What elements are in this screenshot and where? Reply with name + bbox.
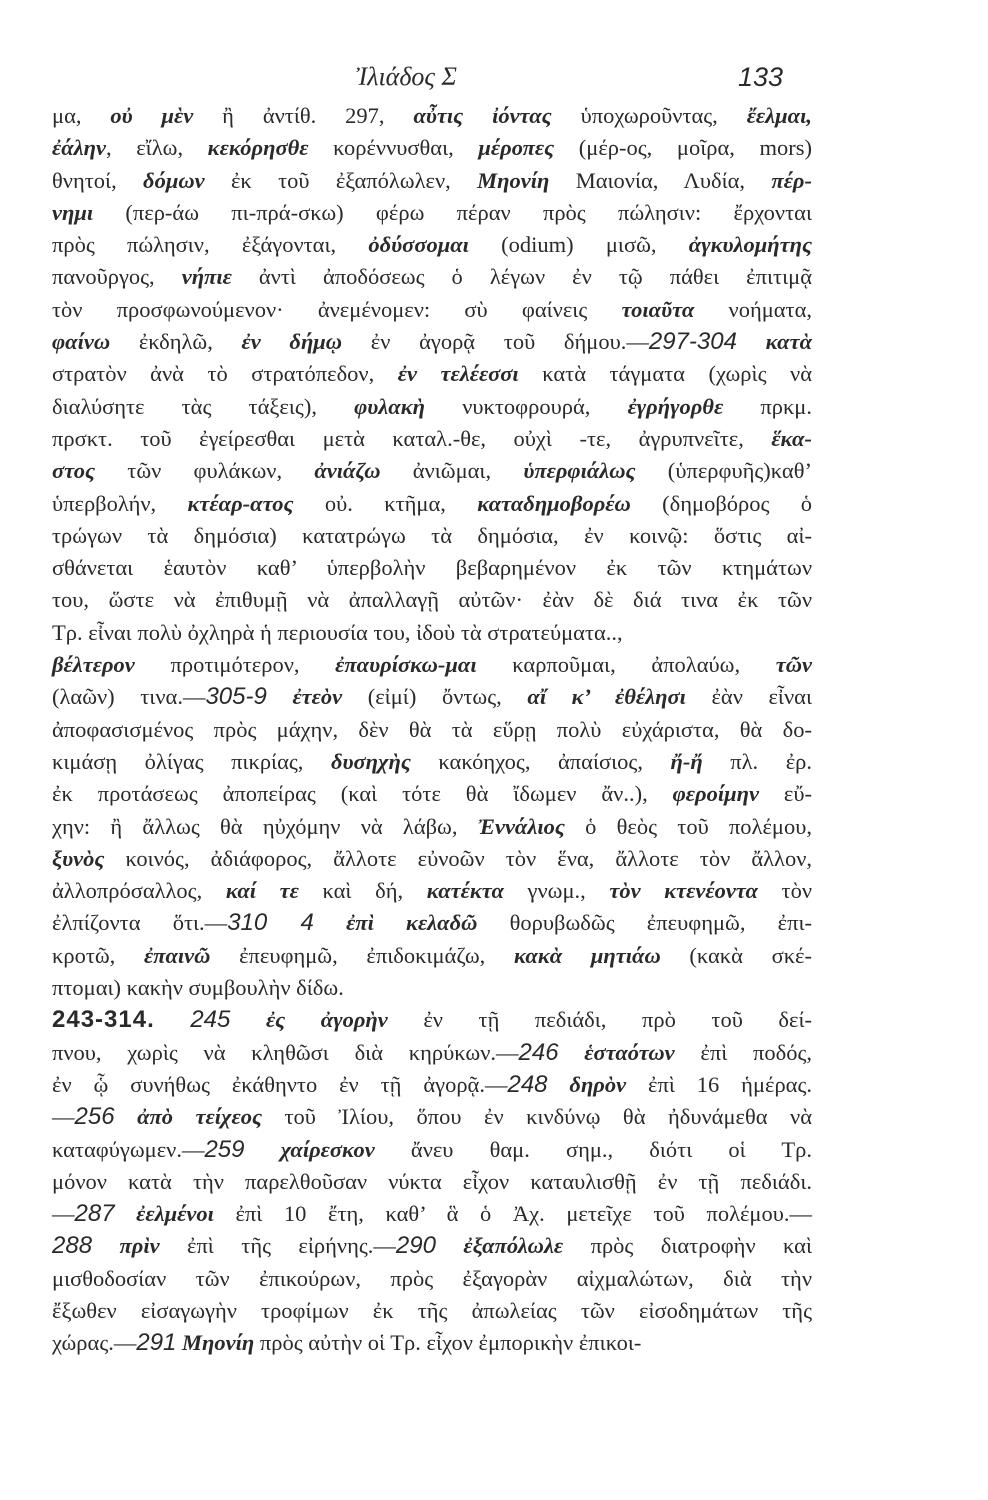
text-run: θνητοί, xyxy=(52,167,144,193)
text-line xyxy=(52,778,812,810)
text-run: πλ. ἐρ. xyxy=(702,748,812,774)
lemma: κτέαρ-ατος xyxy=(187,490,294,516)
line-reference: 291 xyxy=(136,1329,177,1357)
lemma: στος xyxy=(52,458,96,484)
text-run: ἐπὶ ποδός, xyxy=(674,1039,812,1065)
text-run: ) ὄντως, xyxy=(408,684,528,710)
text-run: — xyxy=(52,1104,75,1130)
text-line xyxy=(52,229,812,261)
text-line xyxy=(52,294,812,326)
italic-run: δημοβόρος xyxy=(669,490,770,516)
text-run xyxy=(737,329,766,354)
text-run: ( xyxy=(342,684,376,710)
text-run: τὸν xyxy=(757,878,813,904)
text-run: ἐν ᾧ συνήθως ἐκάθηντο ἐν τῇ ἀγορᾷ.— xyxy=(52,1071,508,1097)
text-run: ἀλλοπρόσαλλος, xyxy=(52,878,226,904)
lemma: Μηονίη xyxy=(182,1330,255,1356)
italic-run: ἐγείρεσθαι xyxy=(199,425,296,451)
text-run: ἐν ἀγορᾷ τοῦ δήμου.— xyxy=(342,329,649,355)
line-reference: 297-304 xyxy=(648,328,737,356)
text-run: ὁ xyxy=(769,490,813,516)
text-run: θορυβωδῶς ἐπευφημῶ, ἐπι- xyxy=(477,910,813,936)
text-run: ἐλπίζοντα ὅτι.— xyxy=(52,910,228,936)
lemma: φυλακὴ xyxy=(354,393,426,419)
lemma: πρὶν xyxy=(119,1233,160,1259)
lemma: ἐγρήγορθε xyxy=(627,393,724,419)
line-reference: 310 4 xyxy=(227,909,314,937)
italic-run: σὺ φαίνεις xyxy=(464,296,588,322)
text-run: ἀντὶ ἀποδόσεως ὁ λέγων ἐν τῷ πάθει ἐπιτιμᾷ xyxy=(231,264,812,290)
text-run xyxy=(694,297,728,322)
italic-run: τε xyxy=(586,425,606,451)
line-reference: 246 xyxy=(518,1038,559,1066)
lemma: ἐπαινῶ xyxy=(143,942,211,968)
lemma: ἐπὶ κελαδῶ xyxy=(346,910,478,936)
text-line xyxy=(52,907,812,939)
lemma: ἤ-ἤ xyxy=(670,748,703,774)
text-run: στρατὸν ἀνὰ τὸ στρατόπεδον, xyxy=(52,361,398,387)
lemma: νήπιε xyxy=(181,264,232,290)
text-run xyxy=(314,910,346,935)
text-line xyxy=(52,1101,812,1133)
text-run: κιμάσῃ ὀλίγας πικρίας, xyxy=(52,748,331,774)
lemma: ἀπὸ τείχεος xyxy=(137,1104,262,1130)
text-line xyxy=(52,1134,812,1166)
line-reference: 290 xyxy=(395,1232,436,1260)
lemma: τοιαῦτα xyxy=(621,296,695,322)
text-line xyxy=(52,326,812,358)
text-run: Μαιονία, Λυδία, xyxy=(549,167,772,193)
lemma: φεροίμην xyxy=(672,781,759,807)
text-run xyxy=(548,1072,570,1097)
text-run: ἐπὶ 10 ἔτη, καθ’ ἃ ὁ Ἀχ. μετεῖχε τοῦ πολέμου.— xyxy=(213,1201,813,1227)
text-run: ἀποφασισμένος πρὸς μάχην, δὲν θὰ τὰ εὕρῃ πολὺ εὐχάριστα, θὰ δο- xyxy=(52,716,812,742)
lemma: ἐάλην xyxy=(52,135,106,161)
text-line xyxy=(52,520,812,552)
text-line xyxy=(52,132,812,164)
text-line xyxy=(52,1295,812,1327)
text-run: πρσκτ. τοῦ xyxy=(52,425,200,451)
text-line xyxy=(52,455,812,487)
page-number: 133 xyxy=(738,62,784,92)
text-run xyxy=(587,297,621,322)
text-line xyxy=(52,584,812,616)
text-run: (κακὰ σκέ- xyxy=(660,942,812,968)
line-reference: 256 xyxy=(74,1103,115,1131)
text-run: ( xyxy=(630,490,670,516)
text-run: τρώγων τὰ δημόσια) κατατρώγω τὰ δημόσια, ἐν κοινῷ: ὅστις αἰ- xyxy=(52,522,812,548)
text-line xyxy=(52,1004,812,1036)
lemma: κεκόρησθε xyxy=(207,135,309,161)
line-reference: 248 xyxy=(507,1070,548,1098)
text-run xyxy=(155,1007,191,1032)
text-run: καταφύγωμεν.— xyxy=(52,1136,205,1162)
text-run: ἐπευφημῶ, ἐπιδοκιμάζω, xyxy=(210,942,514,968)
text-line xyxy=(52,358,812,390)
lemma: πέρ- xyxy=(771,167,813,193)
text-run: ὑποχωροῦντας, xyxy=(551,103,747,128)
text-line xyxy=(52,1069,812,1101)
line-reference: 245 xyxy=(190,1006,231,1034)
text-run: ὁ θεὸς τοῦ πολέμου, xyxy=(564,813,812,839)
lemma: τὸν κτενέοντα xyxy=(609,878,758,904)
italic-run: νοήματα, xyxy=(728,296,813,322)
text-run: πρκμ. xyxy=(723,393,812,419)
text-line xyxy=(52,552,812,584)
lemma: ἀνιάζω xyxy=(314,458,381,484)
lemma: ἀγκυλομήτης xyxy=(688,232,812,258)
text-line xyxy=(52,391,812,423)
lemma: ἐς ἀγορὴν xyxy=(265,1007,388,1033)
text-line xyxy=(52,1037,812,1069)
lemma: νημι xyxy=(52,199,94,225)
italic-run: θε xyxy=(460,425,481,451)
running-title: Ἰλιάδος Σ xyxy=(356,62,457,91)
text-line xyxy=(52,617,812,649)
line-reference: 259 xyxy=(204,1135,245,1163)
text-line xyxy=(52,488,812,520)
text-run: τὸν προσφωνούμενον· ἀνεμένομεν: xyxy=(52,296,465,322)
text-run: τῶν φυλάκων, xyxy=(95,458,315,484)
lemma: ξυνὸς xyxy=(52,845,105,871)
text-run: ἐκ προτάσεως ἀποπείρας (καὶ τότε θὰ ἴδωμεν ἄν..), xyxy=(52,781,673,807)
text-run: ( xyxy=(93,199,133,225)
text-run: ἐκδηλῶ, xyxy=(110,329,242,355)
lemma: φαίνω xyxy=(52,329,111,355)
text-line xyxy=(52,714,812,746)
text-run: χην: ἢ ἄλλως θὰ ηὐχόμην νὰ λάβω, xyxy=(52,813,478,839)
text-run: κορέννυσθαι, xyxy=(308,135,479,161)
italic-run: εἰμί xyxy=(375,684,409,710)
text-run: Τρ. εἶναι πολὺ ὀχληρὰ ἡ περιουσία του, ἰδοὺ τὰ στρατεύματα.., xyxy=(52,619,623,645)
text-run: κακόηχος, ἀπαίσιος, xyxy=(410,748,671,774)
lemma: βέλτερον xyxy=(52,652,135,678)
text-line xyxy=(52,261,812,293)
text-run: )καθ’ xyxy=(763,458,812,484)
lemma: ἐν δήμῳ xyxy=(241,329,343,355)
text-line xyxy=(52,1263,812,1295)
lemma: καταδημοβορέω xyxy=(477,490,631,516)
line-reference: 288 xyxy=(52,1232,93,1260)
lemma: κατέκτα xyxy=(426,878,504,904)
text-line xyxy=(52,197,812,229)
text-run: ἔξωθεν εἰσαγωγὴν τροφίμων ἐκ τῆς ἀπωλείας τῶν εἰσοδημάτων τῆς xyxy=(52,1297,812,1323)
lemma: ἐτεὸν xyxy=(292,684,343,710)
lemma: δόμων xyxy=(143,167,205,193)
text-line xyxy=(52,1327,812,1359)
text-run: διαλύσητε τὰς τάξεις), xyxy=(52,393,355,419)
text-run: , οὐχὶ - xyxy=(480,425,587,451)
text-run xyxy=(559,1040,585,1065)
text-run xyxy=(267,684,293,709)
text-run: ( xyxy=(635,458,676,484)
lemma: ὑπερφιάλως xyxy=(523,458,636,484)
lemma: αἴ κ’ ἐθέλησι xyxy=(527,684,686,710)
text-run: ἄνευ θαμ. σημ., διότι οἱ Τρ. xyxy=(374,1136,812,1162)
lemma: αὖτις ἰόντας xyxy=(413,103,552,128)
italic-run: ὑπερφυῆς xyxy=(675,458,764,484)
text-run xyxy=(115,1104,138,1129)
text-run: ἐὰν εἶναι xyxy=(685,684,812,710)
text-line xyxy=(52,843,812,875)
text-run: εὔ- xyxy=(758,781,812,807)
lemma: δυσηχὴς xyxy=(330,748,411,774)
section-reference: 243-314. xyxy=(52,1006,155,1034)
lemma: οὐ μὲν xyxy=(110,103,194,128)
text-line xyxy=(52,875,812,907)
text-run: κοινός, ἀδιάφορος, ἄλλοτε εὐνοῶν τὸν ἕνα, ἄλλοτε τὸν ἄλλον, xyxy=(104,845,812,871)
text-run: πρὸς πώλησιν, ἐξάγονται, xyxy=(52,232,369,258)
text-run xyxy=(92,1233,119,1258)
text-line xyxy=(52,811,812,843)
text-run: μισθοδοσίαν τῶν ἐπικούρων, πρὸς ἐξαγορὰν αἰχμαλώτων, διὰ τὴν xyxy=(52,1265,812,1291)
text-run xyxy=(115,1201,137,1226)
text-run: προτιμότερον, xyxy=(134,652,336,678)
text-run: ὑπερβολήν, xyxy=(52,490,188,516)
text-run: πρὸς διατροφὴν καὶ xyxy=(563,1233,813,1259)
lemma: κακὰ μητιάω xyxy=(513,942,661,968)
lemma: ἔελμαι, xyxy=(746,103,812,128)
text-line xyxy=(52,165,812,197)
lemma: Μηονίη xyxy=(477,167,550,193)
page-header xyxy=(0,62,988,98)
text-line xyxy=(52,1198,812,1230)
text-run: , ἀγρυπνεῖτε, xyxy=(605,425,772,451)
text-run xyxy=(436,1233,463,1258)
lemma: τῶν xyxy=(775,652,812,678)
text-run xyxy=(230,1007,266,1032)
lemma: ἐξαπόλωλε xyxy=(463,1233,564,1259)
text-run: καρποῦμαι, ἀπολαύω, xyxy=(476,652,776,678)
text-run: μετὰ καταλ.- xyxy=(295,425,461,451)
text-line xyxy=(52,649,812,681)
lemma: δηρὸν xyxy=(569,1071,627,1097)
lemma: ἑσταότων xyxy=(584,1039,675,1065)
text-line xyxy=(52,423,812,455)
lemma: Ἐννάλιος xyxy=(477,813,565,839)
text-run: χώρας.— xyxy=(52,1330,137,1356)
line-reference: 287 xyxy=(74,1200,115,1228)
text-run: ἐπὶ 16 ἡμέρας. xyxy=(626,1071,813,1097)
lemma: ἐπαυρίσκω-μαι xyxy=(335,652,477,678)
text-run: μα, xyxy=(52,103,111,128)
text-run: καὶ δή, xyxy=(298,878,427,904)
lemma: ἐν τελέεσσι xyxy=(397,361,519,387)
text-run: (μέρ-ος, μοῖρα, mors) xyxy=(554,135,812,161)
text-run: , xyxy=(445,167,478,193)
text-run: πτομαι) κακὴν συμβουλὴν δίδω. xyxy=(52,975,344,1001)
text-line xyxy=(52,940,812,972)
text-run: ἀνιῶμαι, xyxy=(380,458,524,484)
text-run: σθάνεται ἑαυτὸν καθ’ ὑπερβολὴν βεβαρημένον ἐκ τῶν κτημάτων xyxy=(52,555,812,581)
text-line xyxy=(52,972,812,1004)
text-run: οὐ. κτῆμα, xyxy=(293,490,478,516)
lemma: καί τε xyxy=(225,878,299,904)
text-run: κροτῶ, xyxy=(52,942,144,968)
lemma: ἐελμένοι xyxy=(136,1201,214,1227)
text-run: ἐπὶ τῆς εἰρήνης.— xyxy=(159,1233,396,1259)
commentary-text xyxy=(52,100,812,1360)
text-run: μόνον κατὰ τὴν παρελθοῦσαν νύκτα εἶχον καταυλισθῇ ἐν τῇ πεδιάδι. xyxy=(52,1168,812,1194)
text-run: (λαῶν) τινα.— xyxy=(52,684,206,710)
text-run: γνωμ., xyxy=(503,878,610,904)
text-run: — xyxy=(52,1201,75,1227)
text-line xyxy=(52,1166,812,1198)
text-run: πνου, χωρὶς νὰ κληθῶσι διὰ κηρύκων.— xyxy=(52,1039,519,1065)
text-run: νυκτοφρουρά, xyxy=(425,393,628,419)
text-line xyxy=(52,1230,812,1262)
text-run: ἐκ τοῦ xyxy=(204,167,336,193)
line-reference: 305-9 xyxy=(205,683,267,711)
text-run: , εἴλω, xyxy=(106,135,208,161)
text-run: πρὸς αὐτὴν οἱ Τρ. εἶχον ἐμπορικὴν ἐπικοι- xyxy=(254,1330,642,1356)
lemma: μέροπες xyxy=(478,135,555,161)
lemma: ὀδύσσομαι xyxy=(368,232,469,258)
text-run: ) φέρω πέραν πρὸς πώλησιν: ἔρχονται xyxy=(336,199,812,225)
text-run: κατὰ τάγματα (χωρὶς νὰ xyxy=(518,361,812,387)
lemma: κατὰ xyxy=(765,329,813,355)
lemma: ἕκα- xyxy=(771,425,812,451)
text-run: τοῦ Ἰλίου, ὅπου ἐν κινδύνῳ θὰ ἠδυνάμεθα νὰ xyxy=(261,1104,812,1130)
text-line xyxy=(52,681,812,713)
text-run: ἐν τῇ πεδιάδι, πρὸ τοῦ δεί- xyxy=(387,1007,813,1033)
text-run: του, ὥστε νὰ ἐπιθυμῇ νὰ ἀπαλλαγῇ αὐτῶν· ἐὰν δὲ διά τινα ἐκ τῶν xyxy=(52,587,812,613)
text-run: (odium) μισῶ, xyxy=(468,232,689,258)
text-run: πανοῦργος, xyxy=(52,264,182,290)
italic-run: περ-άω πι-πρά-σκω xyxy=(132,199,337,225)
text-run: ἢ ἀντίθ. 297, xyxy=(193,103,414,128)
italic-run: ἐξαπόλωλεν xyxy=(335,167,446,193)
text-line xyxy=(52,746,812,778)
text-line xyxy=(52,100,812,132)
lemma: χαίρεσκον xyxy=(280,1136,375,1162)
text-run xyxy=(245,1137,281,1162)
